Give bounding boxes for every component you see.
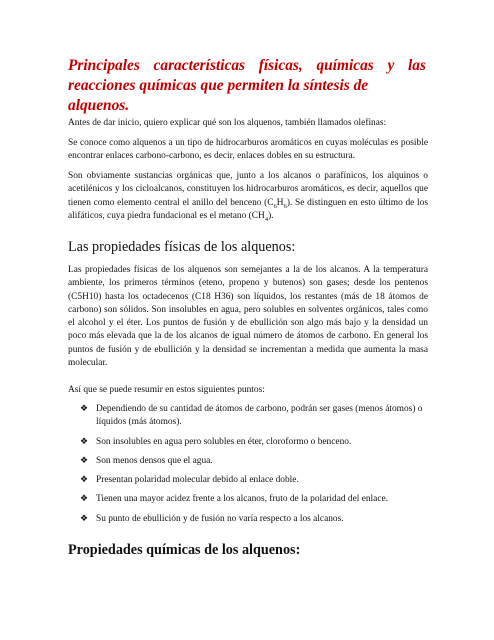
diamond-bullet-icon: ❖ [80,404,89,414]
list-item: ❖ Presentan polaridad molecular debido al enlace doble. [80,474,430,487]
title-line-1: Principales características físicas, químicas y las [68,57,426,74]
intro-paragraph-2: Se conoce como alquenos a un tipo de hidrocarburos aromáticos en cuyas moléculas es posible encontrar enlaces carbono-carbono, es decir, enlaces dobles en su estructura. [68,138,428,162]
diamond-bullet-icon: ❖ [80,436,89,447]
list-item: ❖ Son insolubles en agua pero solubles en éter, cloroformo o benceno. [80,436,430,449]
summary-intro: Así que se puede resumir en estos siguientes puntos: [68,385,265,395]
intro-paragraph-1: Antes de dar inicio, quiero explicar qué son los alquenos, también llamados olefinas: [68,118,387,128]
list-item: ❖ Son menos densos que el agua. [80,455,430,468]
document-title [68,56,426,116]
diamond-bullet-icon: ❖ [80,513,89,524]
list-item: ❖ Dependiendo de su cantidad de átomos de carbono, podrán ser gases (menos átomos) o líquidos (más átomos). [80,404,423,428]
intro-paragraph-3: Son obviamente sustancias orgánicas que, junto a los alcanos o parafínicos, los alquinos o acetilénicos y los cicloalcanos, constituyen los hidrocarburos aromáticos, es decir, aquellos que tienen como elemento central el anillo del benceno $(C_6H_6)$. Se distinguen en esto último de los alifáticos, cuya piedra fundacional es el metano $(CH_4)$. [68,171,428,223]
list-item: ❖ Su punto de ebullición y de fusión no varía respecto a los alcanos. [80,513,430,526]
title-line-2: reacciones químicas que permiten la síntesis de alquenos. [68,77,369,114]
section-heading-chemical: Propiedades químicas de los alquenos: [68,542,301,558]
physical-properties-paragraph: Las propiedades físicas de los alquenos son semejantes a la de los alcanos. A la temperatura ambiente, los primeros términos (eteno, propeno y butenos) son gases; desde los pentenos (C5H10) hasta los octadecenos (C18 H36) son líquidos, los restantes (más de 18 átomos de carbono) son sólidos. Son insolubles en agua, pero solubles en solventes orgánicos, tales como el alcohol y el éter. Los puntos de fusión y de ebullición son algo más bajo y la densidad un poco más elevada que la de los alcanos de igual número de átomos de carbono. En general los puntos de fusión y de ebullición y la densidad se incrementan a medida que aumenta la masa molecular. [68,265,428,369]
section-heading-physical: Las propiedades físicas de los alquenos: [68,239,296,255]
list-item: ❖ Tienen una mayor acidez frente a los alcanos, fruto de la polaridad del enlace. [80,493,430,506]
diamond-bullet-icon: ❖ [80,455,89,466]
diamond-bullet-icon: ❖ [80,494,89,505]
properties-bullet-list [80,403,430,532]
diamond-bullet-icon: ❖ [80,475,89,486]
